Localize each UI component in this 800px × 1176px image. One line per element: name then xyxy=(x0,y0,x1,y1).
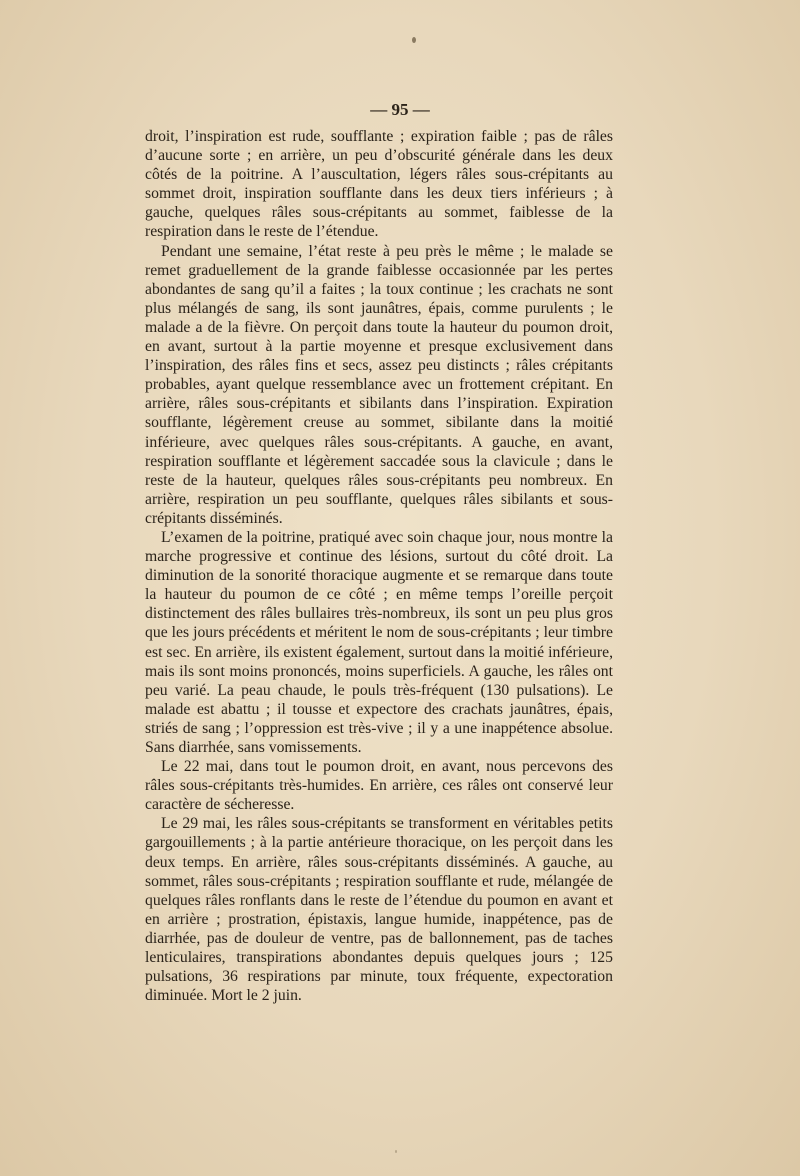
ink-spot xyxy=(412,37,416,43)
page-number: — 95 — xyxy=(370,100,430,119)
paragraph: droit, l’inspiration est rude, soufflante ; expiration faible ; pas de râles d’aucune sorte ; en arrière, un peu d’obscurité générale dans les deux côtés de la poitrine. A l’auscultation, légers râles sous-crépitants au sommet droit, inspiration soufflante dans les deux tiers inférieurs ; à gauche, quelques râles sous-crépitants au sommet, faiblesse de la respiration dans le reste de l’étendue. xyxy=(145,128,613,241)
body-text xyxy=(145,127,613,1005)
paper-speck xyxy=(395,1150,397,1153)
paragraph: L’examen de la poitrine, pratiqué avec soin chaque jour, nous montre la marche progressive et continue des lésions, surtout du côté droit. La diminution de la sonorité thoracique augmente et se remarque dans toute la hauteur du poumon de ce côté ; en même temps l’oreille perçoit distinctement des râles bullaires très-nombreux, ils sont un peu plus gros que les jours précédents et méritent le nom de sous-crépitants ; leur timbre est sec. En arrière, ils existent également, surtout dans la moitié inférieure, mais ils sont moins prononcés, moins superficiels. A gauche, les râles ont peu varié. La peau chaude, le pouls très-fréquent (130 pulsations). Le malade est abattu ; il tousse et expectore des crachats jaunâtres, épais, striés de sang ; l’oppression est très-vive ; il y a une inappétence absolue. Sans diarrhée, sans vomissements. xyxy=(145,528,613,756)
paragraph: Le 22 mai, dans tout le poumon droit, en avant, nous percevons des râles sous-crépitants très-humides. En arrière, ces râles ont conservé leur caractère de sécheresse. xyxy=(145,758,613,814)
paragraph: Pendant une semaine, l’état reste à peu près le même ; le malade se remet graduellement de la grande faiblesse occasionnée par les pertes abondantes de sang qu’il a faites ; la toux continue ; les crachats ne sont plus mélangés de sang, ils sont jaunâtres, épais, comme purulents ; le malade a de la fièvre. On perçoit dans toute la hauteur du poumon droit, en avant, surtout à la partie moyenne et presque exclusivement dans l’inspiration, des râles fins et secs, assez peu distincts ; râles crépitants probables, ayant quelque ressemblance avec un frottement crépitant. En arrière, râles sous-crépitants et sibilants dans l’inspiration. Expiration soufflante, légèrement creuse au sommet, sibilante dans la moitié inférieure, avec quelques râles sous-crépitants. A gauche, en avant, respiration soufflante et légèrement saccadée sous la clavicule ; dans le reste de la hauteur, quelques râles sous-crépitants peu nombreux. En arrière, respiration un peu soufflante, quelques râles sibilants et sous-crépitants disséminés. xyxy=(145,242,613,527)
paragraph: Le 29 mai, les râles sous-crépitants se transforment en véritables petits gargouillements ; à la partie antérieure thoracique, on les perçoit dans les deux temps. En arrière, râles sous-crépitants disséminés. A gauche, au sommet, râles sous-crépitants ; respiration soufflante et rude, mélangée de quelques râles ronflants dans le reste de l’étendue du poumon en avant et en arrière ; prostration, épistaxis, langue humide, inappétence, pas de diarrhée, pas de douleur de ventre, pas de ballonnement, pas de taches lenticulaires, transpirations abondantes depuis quelques jours ; 125 pulsations, 36 respirations par minute, toux fréquente, expectoration diminuée. Mort le 2 juin. xyxy=(145,815,613,1005)
